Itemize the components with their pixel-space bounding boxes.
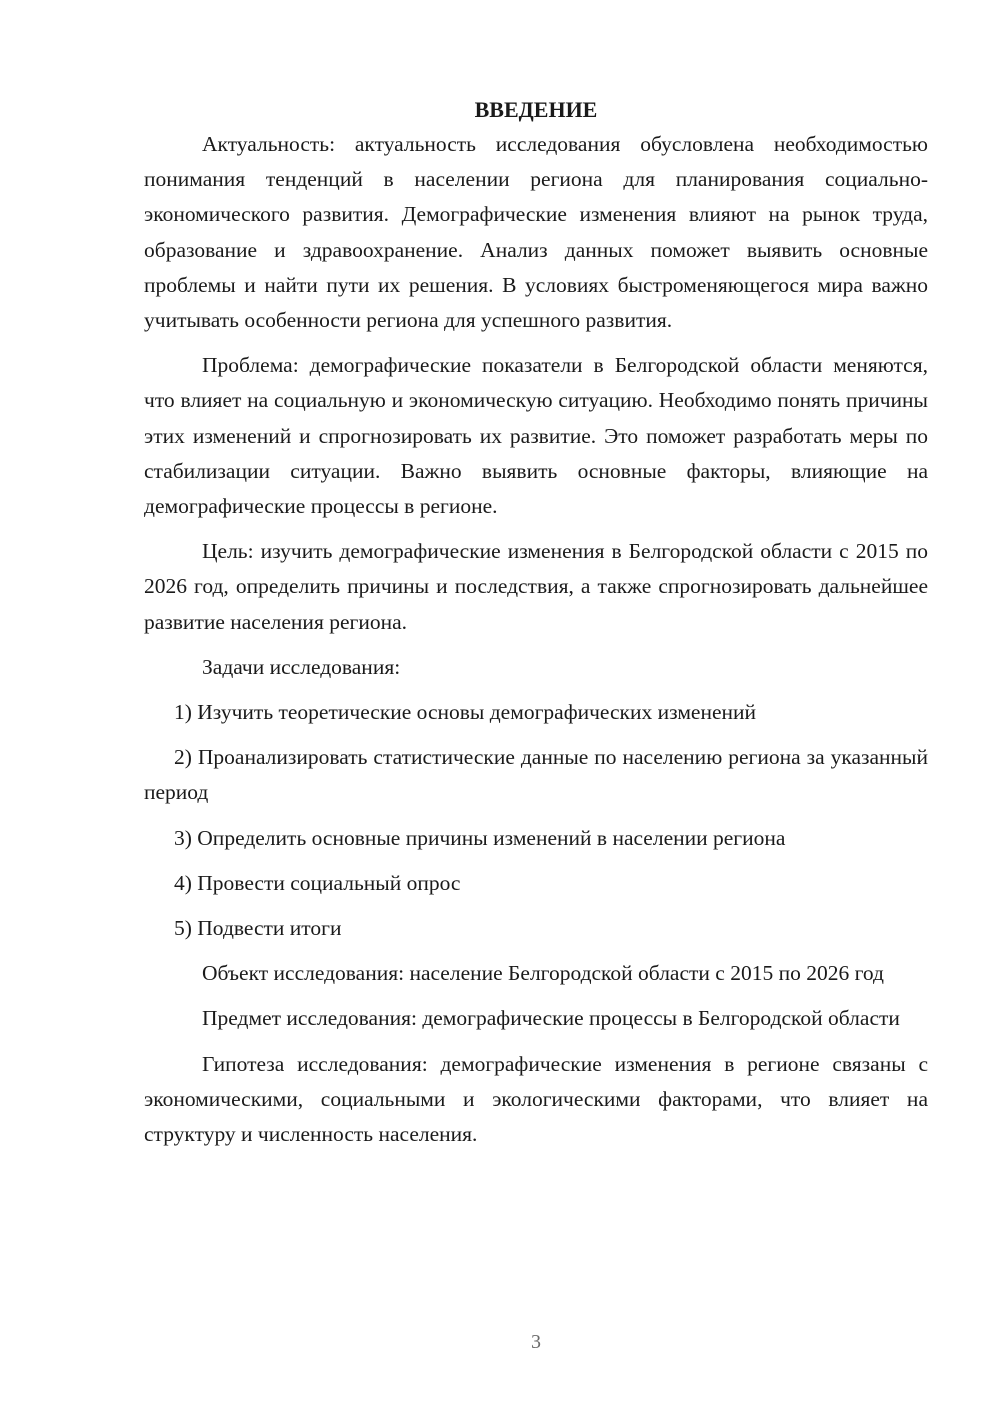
hypothesis-paragraph: Гипотеза исследования: демографические изменения в регионе связаны с экономическими, социальными и экологическими факторами, что влияет на структуру и численность населения. xyxy=(144,1051,928,1147)
tasks-heading: Задачи исследования: xyxy=(202,654,401,679)
subject-paragraph: Предмет исследования: демографические процессы в Белгородской области xyxy=(202,1006,900,1031)
problem-paragraph: Проблема: демографические показатели в Белгородской области меняются, что влияет на социальную и экономическую ситуацию. Необходимо понять причины этих изменений и спрогнозировать их развитие. Это поможет разработать меры по стабилизации ситуации. Важно выявить основные факторы, влияющие на демографические процессы в регионе. xyxy=(144,353,928,519)
page-number: 3 xyxy=(531,1331,541,1353)
task-item-2: 2) Проанализировать статистические данные по населению региона за указанный период xyxy=(144,745,928,805)
task-item-5: 5) Подвести итоги xyxy=(174,916,342,941)
task-item-3: 3) Определить основные причины изменений в населении региона xyxy=(174,825,786,850)
task-item-1: 1) Изучить теоретические основы демографических изменений xyxy=(174,700,757,725)
task-item-4: 4) Провести социальный опрос xyxy=(174,870,461,895)
document-page xyxy=(144,92,928,1162)
goal-paragraph: Цель: изучить демографические изменения в Белгородской области с 2015 по 2026 год, определить причины и последствия, а также спрогнозировать дальнейшее развитие населения региона. xyxy=(144,539,928,634)
section-title: ВВЕДЕНИЕ xyxy=(474,97,598,122)
object-paragraph: Объект исследования: население Белгородской области с 2015 по 2026 год xyxy=(202,961,884,986)
relevance-paragraph: Актуальность: актуальность исследования обусловлена необходимостью понимания тенденций в населении региона для планирования социально-экономического развития. Демографические изменения влияют на рынок труда, образование и здравоохранение. Анализ данных поможет выявить основные проблемы и найти пути их решения. В условиях быстроменяющегося мира важно учитывать особенности региона для успешного развития. xyxy=(144,132,928,333)
